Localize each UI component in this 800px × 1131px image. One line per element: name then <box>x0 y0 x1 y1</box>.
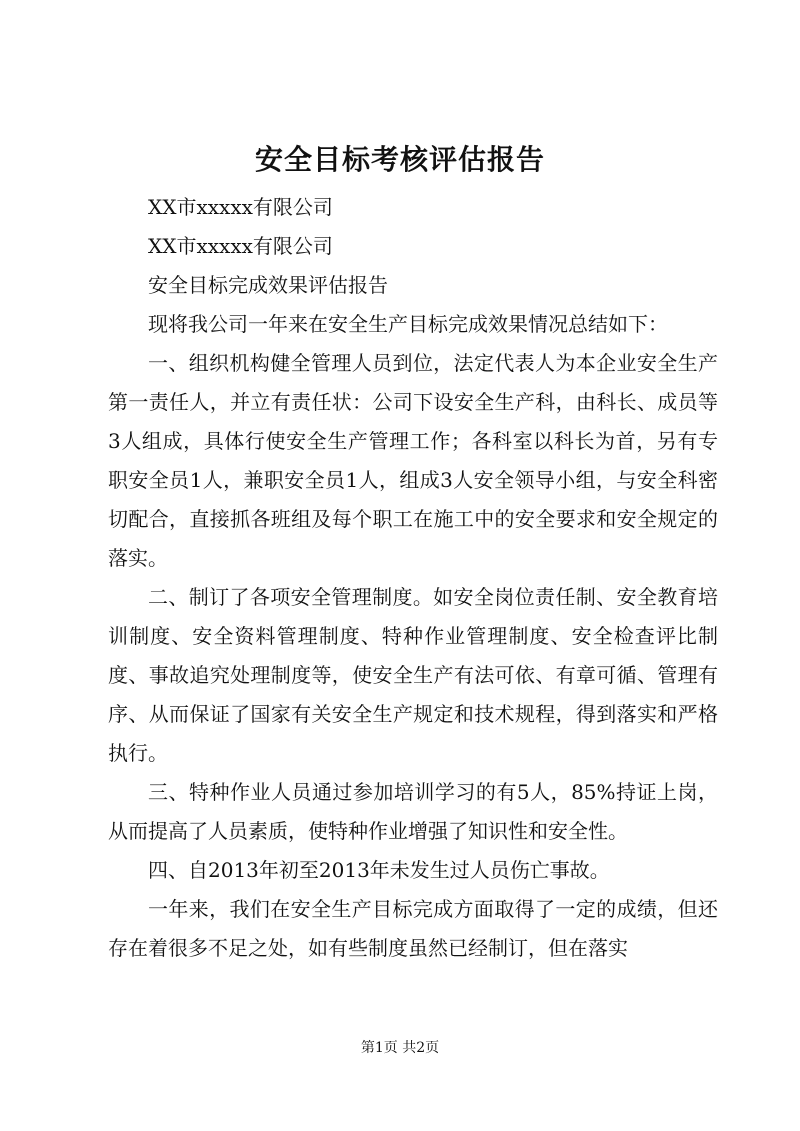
section-accident-record: 四、自2013年初至2013年未发生过人员伤亡事故。 <box>148 858 610 882</box>
intro-paragraph: 现将我公司一年来在安全生产目标完成效果情况总结如下： <box>148 312 668 336</box>
company-name-line: XX市xxxxx有限公司 <box>148 195 333 219</box>
document-body <box>108 188 718 968</box>
section-special-operations: 三、特种作业人员通过参加培训学习的有5人，85%持证上岗，从而提高了人员素质，使特种作业增强了知识性和安全性。 <box>108 780 718 843</box>
section-management-systems: 二、制订了各项安全管理制度。如安全岗位责任制、安全教育培训制度、安全资料管理制度、特种作业管理制度、安全检查评比制度、事故追究处理制度等，使安全生产有法可依、有章可循、管理有序、从而保证了国家有关安全生产规定和技术规程，得到落实和严格执行。 <box>108 585 718 765</box>
document-title: 安全目标考核评估报告 <box>254 143 545 176</box>
company-name-line: XX市xxxxx有限公司 <box>148 234 333 258</box>
page-number-footer: 第1页 共2页 <box>360 1040 440 1056</box>
summary-paragraph: 一年来，我们在安全生产目标完成方面取得了一定的成绩，但还存在着很多不足之处，如有些制度虽然已经制订，但在落实 <box>108 897 718 960</box>
section-organization: 一、组织机构健全管理人员到位，法定代表人为本企业安全生产第一责任人，并立有责任状：公司下设安全生产科，由科长、成员等3人组成，具体行使安全生产管理工作；各科室以科长为首，另有专职安全员1人，兼职安全员1人，组成3人安全领导小组，与安全科密切配合，直接抓各班组及每个职工在施工中的安全要求和安全规定的落实。 <box>108 351 718 570</box>
report-subtitle: 安全目标完成效果评估报告 <box>148 273 388 297</box>
